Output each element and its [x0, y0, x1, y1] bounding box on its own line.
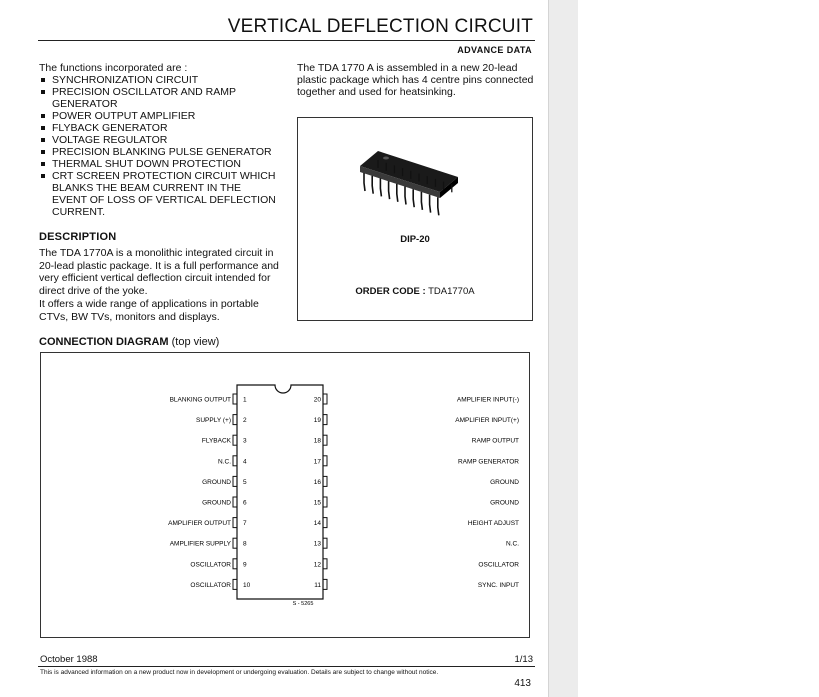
applications-paragraph: It offers a wide range of applications in portable CTVs, BW TVs, monitors and displays.: [39, 298, 259, 323]
package-box: [297, 117, 533, 321]
pin-number-left: 10: [243, 581, 251, 589]
pin-number-left: 2: [243, 417, 247, 425]
description-paragraph: The TDA 1770A is a monolithic integrated circuit in 20-lead plastic package. It is a full performance and very efficient vertical deflection circuit intended for direct drive of the yoke.: [39, 247, 279, 297]
pin-name-left: N.C.: [218, 458, 231, 466]
pin-name-right: RAMP OUTPUT: [471, 437, 519, 445]
footer-page: 1/13: [514, 654, 533, 665]
pin-number-left: 4: [243, 458, 247, 466]
pin-number-left: 8: [243, 540, 247, 548]
footer-rule: [38, 666, 535, 667]
header-rule: [38, 40, 535, 41]
order-code-value: TDA1770A: [428, 286, 475, 297]
package-pin: [421, 192, 422, 210]
viewer-background: [578, 0, 819, 697]
pin-name-right: OSCILLATOR: [478, 561, 519, 569]
connection-diagram-title: CONNECTION DIAGRAM: [39, 336, 169, 348]
pin-name-right: N.C.: [506, 540, 519, 548]
pin-number-right: 19: [313, 417, 321, 425]
pin-name-right: RAMP GENERATOR: [457, 458, 519, 466]
pin-number-right: 20: [313, 396, 321, 404]
package-pin: [405, 187, 406, 205]
pin-name-left: FLYBACK: [201, 437, 231, 445]
footer-date: October 1988: [40, 654, 98, 665]
package-pin: [372, 176, 373, 194]
drawing-reference: S - 5265: [292, 601, 314, 607]
connection-diagram-heading: [39, 336, 219, 348]
pin-name-right: AMPLIFIER INPUT(+): [455, 417, 519, 425]
package-description: The TDA 1770 A is assembled in a new 20-lead plastic package which has 4 centre pins connected together and used for heatsinking.: [297, 62, 534, 98]
features-section: [39, 62, 277, 218]
package-pin: [389, 181, 390, 199]
connection-diagram-view: (top view): [171, 336, 220, 348]
pin-number-left: 1: [243, 396, 247, 404]
scrollbar-track[interactable]: [548, 0, 579, 697]
pin-number-right: 13: [313, 540, 321, 548]
dip20-package-icon: [298, 118, 532, 228]
pin-name-left: AMPLIFIER OUTPUT: [168, 520, 231, 528]
feature-item: SYNCHRONIZATION CIRCUIT: [39, 74, 277, 86]
advance-data-label: ADVANCE DATA: [457, 45, 532, 55]
package-pin: [438, 197, 439, 215]
pin-number-left: 3: [243, 437, 247, 445]
pin-number-left: 7: [243, 520, 247, 528]
order-code: [298, 286, 532, 297]
pin-name-left: SUPPLY (+): [196, 417, 231, 425]
pin-name-left: GROUND: [202, 499, 231, 507]
pinout-drawing: [41, 353, 529, 637]
pin-number-right: 17: [313, 458, 321, 466]
book-page-number: 413: [514, 678, 531, 689]
features-list: [39, 74, 277, 218]
pin-name-left: OSCILLATOR: [190, 581, 231, 589]
pin-name-left: OSCILLATOR: [190, 561, 231, 569]
package-pin: [364, 173, 365, 191]
feature-item: FLYBACK GENERATOR: [39, 122, 277, 134]
pin-name-right: GROUND: [490, 499, 519, 507]
pin-name-right: AMPLIFIER INPUT(-): [456, 396, 519, 404]
pin-name-left: GROUND: [202, 478, 231, 486]
feature-item: POWER OUTPUT AMPLIFIER: [39, 110, 277, 122]
pin-number-left: 6: [243, 499, 247, 507]
pin-number-left: 9: [243, 561, 247, 569]
pin-number-right: 18: [313, 437, 321, 445]
description-heading: DESCRIPTION: [39, 231, 117, 243]
feature-item: VOLTAGE REGULATOR: [39, 134, 277, 146]
footer-note: This is advanced information on a new product now in development or undergoing evaluation. Details are subject to change without notice.: [40, 669, 439, 676]
feature-item: THERMAL SHUT DOWN PROTECTION: [39, 158, 277, 170]
pin-name-right: GROUND: [490, 478, 519, 486]
package-pin: [380, 178, 381, 196]
package-pin: [413, 189, 414, 207]
pin-number-right: 12: [313, 561, 321, 569]
pin-number-left: 5: [243, 478, 247, 486]
pin-name-left: BLANKING OUTPUT: [169, 396, 231, 404]
pin-number-right: 14: [313, 520, 321, 528]
package-type-label: DIP-20: [400, 234, 430, 245]
page-title: VERTICAL DEFLECTION CIRCUIT: [227, 16, 533, 37]
pin-number-right: 16: [313, 478, 321, 486]
features-intro: The functions incorporated are :: [39, 62, 188, 74]
pin-number-right: 15: [313, 499, 321, 507]
feature-item: CRT SCREEN PROTECTION CIRCUIT WHICH BLANKS THE BEAM CURRENT IN THE EVENT OF LOSS OF VERTICAL DEFLECTION CURRENT.: [39, 170, 277, 218]
package-pin: [430, 195, 431, 213]
package-pin: [397, 184, 398, 202]
pin-name-right: HEIGHT ADJUST: [467, 520, 519, 528]
order-code-label: ORDER CODE :: [355, 286, 426, 297]
connection-diagram: [40, 352, 530, 638]
pin-number-right: 11: [314, 581, 321, 589]
feature-item: PRECISION OSCILLATOR AND RAMP GENERATOR: [39, 86, 277, 110]
pin-name-left: AMPLIFIER SUPPLY: [169, 540, 231, 548]
feature-item: PRECISION BLANKING PULSE GENERATOR: [39, 146, 277, 158]
pin-name-right: SYNC. INPUT: [477, 581, 519, 589]
